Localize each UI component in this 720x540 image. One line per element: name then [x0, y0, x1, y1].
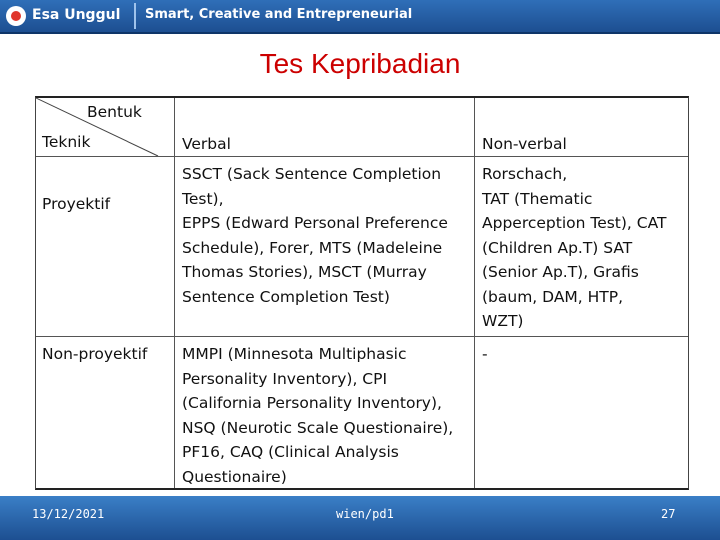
footer-date: 13/12/2021 — [32, 507, 105, 521]
cell-line: PF16, CAQ (Clinical Analysis — [182, 443, 399, 461]
university-logo-icon — [6, 6, 26, 26]
row-divider-1 — [36, 336, 688, 337]
cell-line: Rorschach, — [482, 165, 568, 183]
header-divider — [134, 3, 136, 29]
footer-page-number: 27 — [661, 507, 676, 521]
cell-line: - — [482, 345, 488, 363]
cell-line: Questionaire) — [182, 467, 287, 486]
footer-author: wien/pd1 — [336, 507, 394, 521]
nonproyektif-verbal-cell — [182, 342, 453, 489]
header-nonverbal: Non-verbal — [482, 135, 567, 153]
nonproyektif-nonverbal-cell — [482, 342, 488, 367]
cell-line: EPPS (Edward Personal Preference — [182, 214, 448, 232]
proyektif-nonverbal-cell — [482, 162, 666, 334]
row-label-proyektif: Proyektif — [42, 195, 111, 213]
cell-line: Apperception Test), CAT — [482, 214, 667, 232]
cell-line: Personality Inventory), CPI — [182, 369, 388, 388]
cell-line: MMPI (Minnesota Multiphasic — [182, 345, 407, 363]
cell-line: WZT) — [482, 312, 524, 330]
header-tagline: Smart, Creative and Entrepreneurial — [145, 7, 413, 22]
cell-line: Sentence Completion Test) — [182, 287, 390, 306]
header-verbal: Verbal — [182, 135, 231, 153]
cell-line: Thomas Stories), MSCT (Murray — [182, 263, 427, 281]
cell-line: (Senior Ap.T), Grafis — [482, 263, 639, 281]
cell-line: Test), — [182, 189, 224, 208]
cell-line: (baum, DAM, HTP, — [482, 287, 624, 306]
techniques-table — [35, 96, 689, 490]
row-label-non-proyektif: Non-proyektif — [42, 345, 148, 363]
cell-line: TAT (Thematic — [482, 189, 593, 208]
cell-line: Schedule), Forer, MTS (Madeleine — [182, 238, 443, 257]
row-divider-header — [36, 156, 688, 157]
logo-text: Esa Unggul — [32, 7, 121, 23]
header-bar — [0, 0, 720, 34]
cell-line: NSQ (Neurotic Scale Questionaire), — [182, 418, 454, 437]
corner-label-bentuk: Bentuk — [87, 103, 142, 121]
slide-title: Tes Kepribadian — [259, 48, 461, 79]
cell-line: SSCT (Sack Sentence Completion — [182, 165, 442, 183]
proyektif-verbal-cell — [182, 162, 448, 309]
cell-line: (California Personality Inventory), — [182, 394, 442, 412]
cell-line: (Children Ap.T) SAT — [482, 238, 633, 257]
corner-label-teknik: Teknik — [42, 133, 91, 151]
